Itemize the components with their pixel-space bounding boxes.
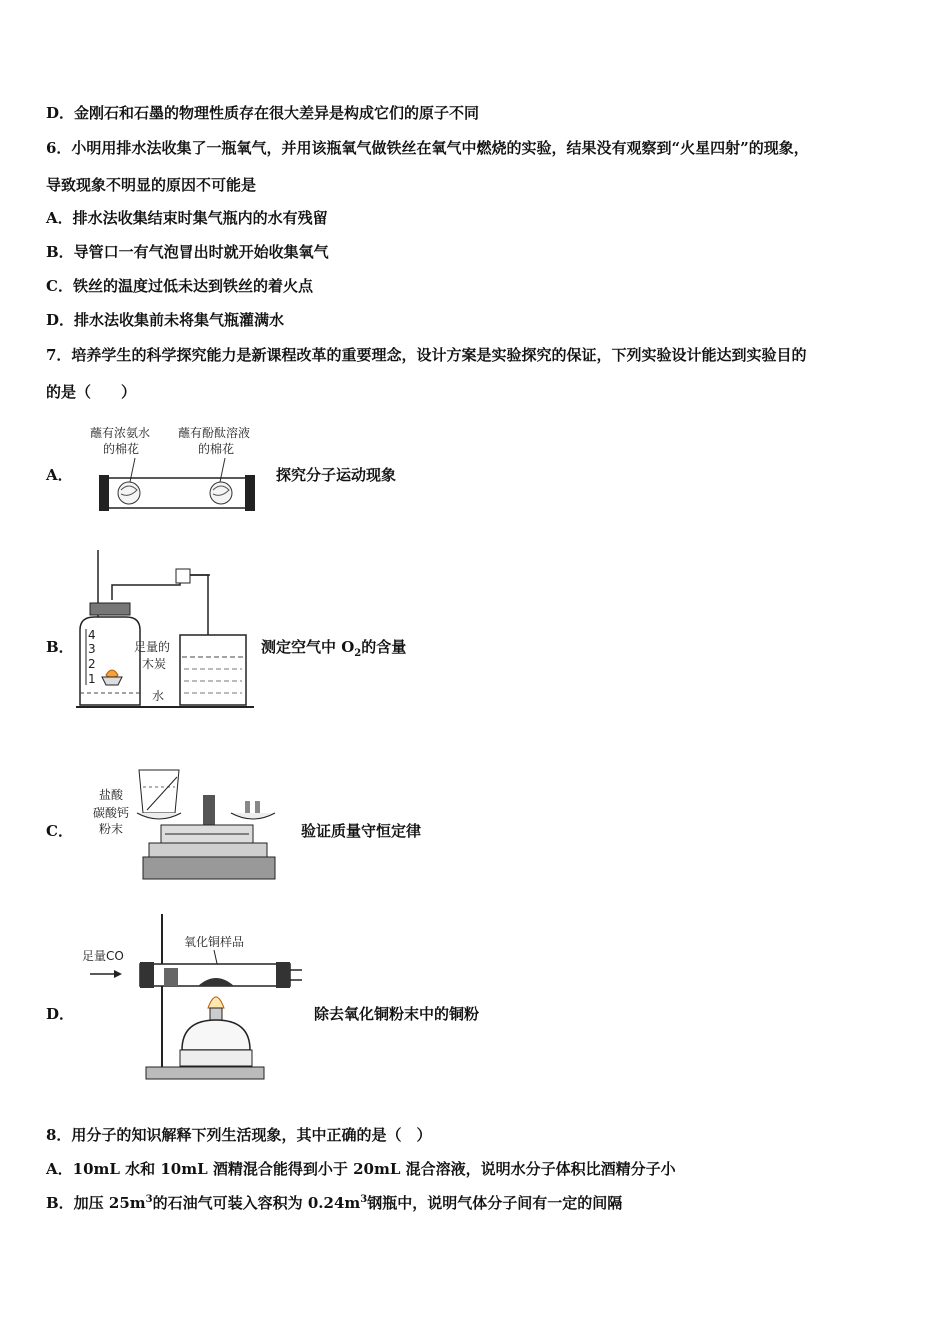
- lamp-stand: [180, 1050, 252, 1066]
- q7-option-a-letter: A．: [46, 466, 73, 484]
- label-excess-co: 足量CO: [82, 949, 124, 963]
- label-phenolphthalein-cotton-2: 的棉花: [198, 442, 235, 456]
- superscript: 3: [145, 1194, 153, 1205]
- arrow-head: [114, 970, 122, 978]
- iron-stand-base: [146, 1067, 264, 1079]
- label-calcium-carbonate-1: 碳酸钙: [93, 806, 130, 820]
- clamp: [176, 569, 190, 583]
- tube-stopper-right: [276, 962, 290, 988]
- acid-beaker: [139, 770, 179, 813]
- alcohol-lamp: [182, 1020, 250, 1050]
- label-charcoal-1: 足量的: [134, 640, 171, 654]
- left-pan: [137, 813, 181, 819]
- balance-body: [149, 843, 267, 857]
- q6-option-c: C．铁丝的温度过低未达到铁丝的着火点: [46, 277, 313, 295]
- q8-option-b-text: 钢瓶中，说明气体分子间有一定的间隔: [367, 1194, 623, 1212]
- q7-b-diagram: [72, 545, 262, 715]
- q6-option-a: A．排水法收集结束时集气瓶内的水有残留: [46, 209, 328, 227]
- q7-a-caption: 探究分子运动现象: [276, 466, 397, 484]
- q7-d-caption: 除去氧化铜粉末中的铜粉: [314, 1005, 480, 1023]
- label-hydrochloric-acid: 盐酸: [99, 788, 124, 802]
- stopper-right: [245, 475, 255, 511]
- q5-option-d: D．金刚石和石墨的物理性质存在很大差异是构成它们的原子不同: [46, 104, 480, 122]
- q7-b-caption: [261, 636, 406, 659]
- caption-subscript: 2: [354, 648, 362, 659]
- q7-stem-line-1: 7．培养学生的科学探究能力是新课程改革的重要理念，设计方案是实验探究的保证，下列实验设计能达到实验目的: [46, 346, 807, 364]
- q6-stem-line-2: 导致现象不明显的原因不可能是: [46, 176, 257, 194]
- q7-c-diagram: [85, 765, 285, 887]
- scale-mark-2: 2: [88, 657, 96, 671]
- cotton-right: [210, 482, 232, 504]
- water-beaker: [180, 635, 246, 705]
- q7-d-diagram: [78, 912, 308, 1087]
- label-ammonia-cotton-1: 蘸有浓氨水: [90, 426, 151, 440]
- q8-stem: 8．用分子的知识解释下列生活现象，其中正确的是（ ）: [46, 1126, 432, 1144]
- scale-mark-4: 4: [88, 628, 96, 642]
- q6-stem-line-1: 6．小明用排水法收集了一瓶氧气，并用该瓶氧气做铁丝在氧气中燃烧的实验，结果没有观察到“火星四射”的现象，: [46, 139, 809, 157]
- scale-mark-3: 3: [88, 642, 96, 656]
- stopper-left: [99, 475, 109, 511]
- q6-option-d: D．排水法收集前未将集气瓶灌满水: [46, 311, 285, 329]
- q7-a-diagram: [85, 420, 270, 520]
- q8-option-b-text: 的石油气可装入容积为 0.24m: [152, 1194, 361, 1212]
- label-copper-oxide-sample: 氧化铜样品: [184, 935, 245, 949]
- q7-option-d-letter: D．: [46, 1005, 75, 1023]
- connecting-tube: [112, 575, 210, 600]
- cotton-left: [118, 482, 140, 504]
- label-water: 水: [152, 689, 165, 703]
- label-phenolphthalein-cotton-1: 蘸有酚酞溶液: [178, 426, 251, 440]
- label-calcium-carbonate-2: 粉末: [99, 822, 124, 836]
- weight: [255, 801, 260, 813]
- q8-option-b: [46, 1192, 622, 1213]
- label-charcoal-2: 木炭: [142, 657, 167, 671]
- clamp: [164, 968, 178, 986]
- label-ammonia-cotton-2: 的棉花: [103, 442, 140, 456]
- scale-mark-1: 1: [88, 672, 96, 686]
- balance-pointer-post: [203, 795, 215, 825]
- bottle-stopper: [90, 603, 130, 615]
- combustion-spoon: [102, 677, 122, 685]
- right-pan: [231, 813, 275, 819]
- q8-option-b-text: B．加压 25m: [46, 1194, 146, 1212]
- lamp-flame: [208, 997, 224, 1008]
- q8-option-a: A．10mL 水和 10mL 酒精混合能得到小于 20mL 混合溶液，说明水分子体积比酒精分子小: [46, 1160, 676, 1178]
- q6-option-b: B．导管口一有气泡冒出时就开始收集氧气: [46, 243, 329, 261]
- superscript: 3: [360, 1194, 368, 1205]
- caption-text: 的含量: [361, 638, 407, 656]
- q7-c-caption: 验证质量守恒定律: [301, 822, 422, 840]
- q7-stem-line-2: 的是（ ）: [46, 383, 137, 401]
- q7-option-c-letter: C．: [46, 822, 73, 840]
- weight: [245, 801, 250, 813]
- caption-text: 测定空气中 O: [261, 638, 355, 656]
- q7-option-b-letter: B．: [46, 638, 74, 656]
- tube-stopper-left: [140, 962, 154, 988]
- balance-base: [143, 857, 275, 879]
